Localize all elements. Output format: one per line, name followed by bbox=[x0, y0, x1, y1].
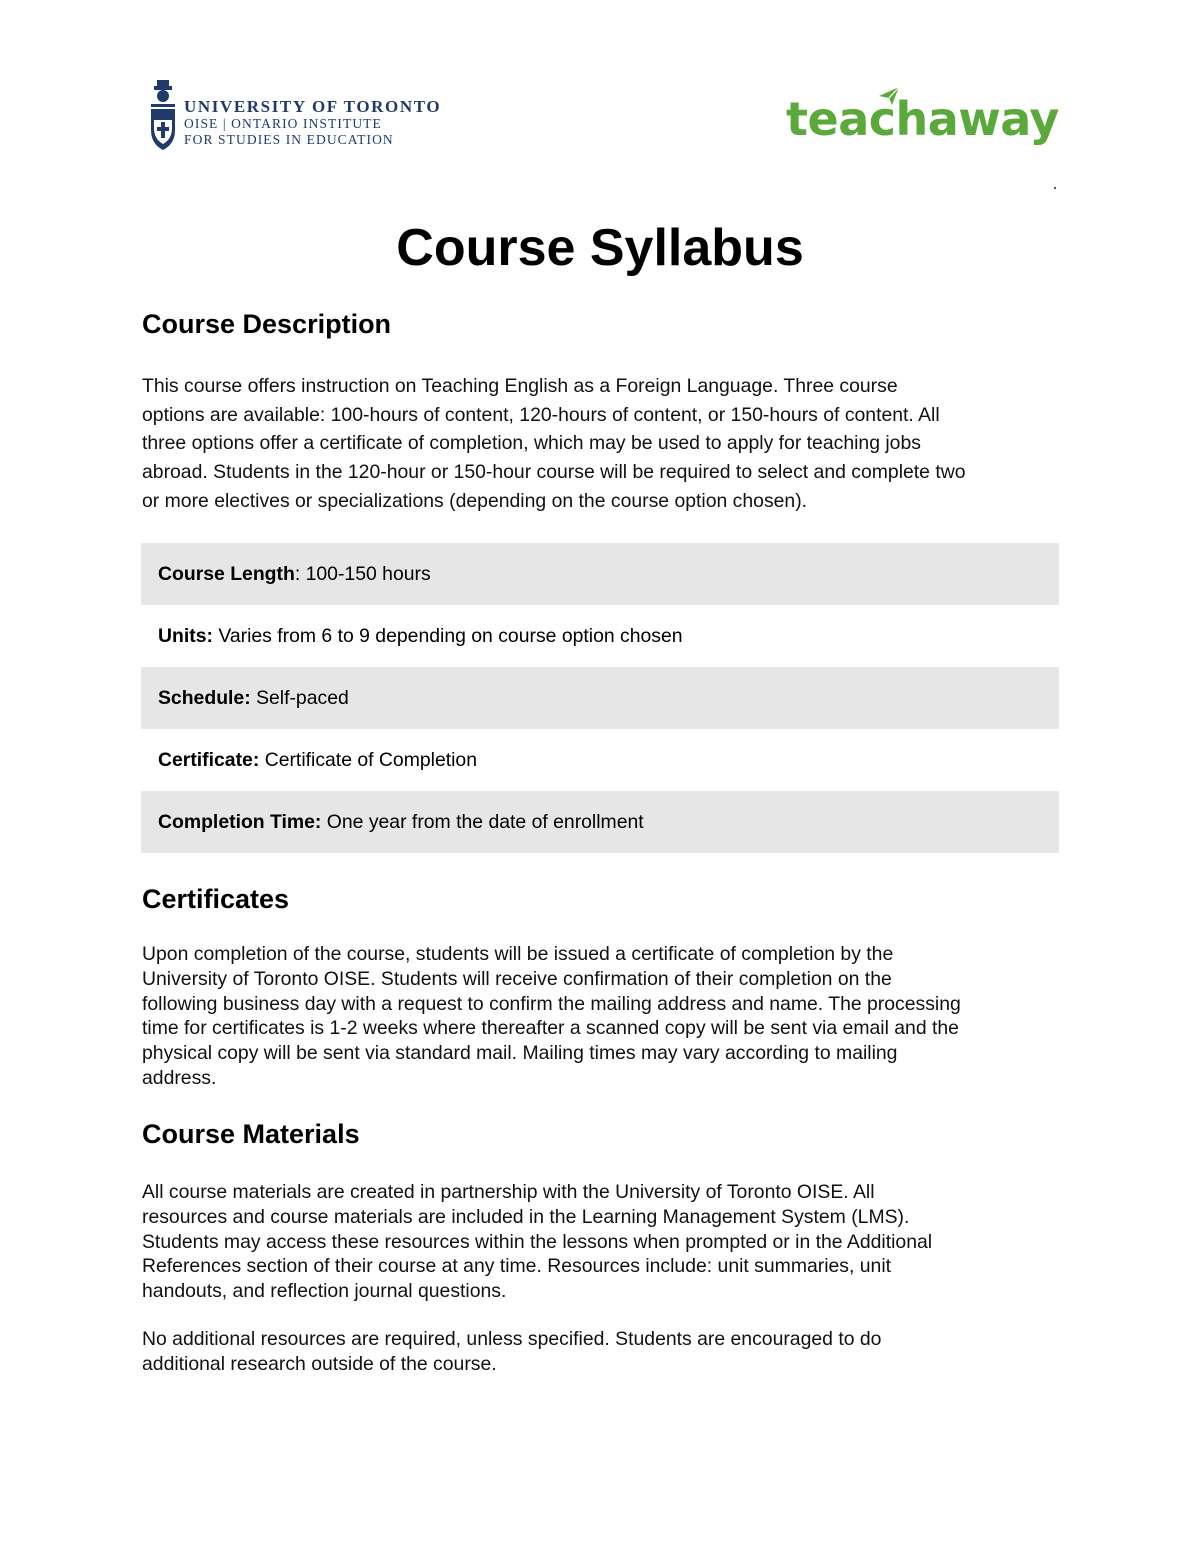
info-label: Certificate: bbox=[158, 748, 260, 771]
course-materials-heading: Course Materials bbox=[142, 1119, 360, 1149]
text-line: three options offer a certificate of completion, which may be used to apply for teaching jobs bbox=[142, 432, 921, 455]
text-line: time for certificates is 1-2 weeks where thereafter a scanned copy will be sent via email and the bbox=[142, 1017, 959, 1040]
text-line: All course materials are created in partnership with the University of Toronto OISE. All bbox=[142, 1181, 875, 1203]
text-line: References section of their course at any time. Resources include: unit summaries, unit bbox=[142, 1255, 892, 1278]
text-line: Upon completion of the course, students will be issued a certificate of completion by the bbox=[142, 943, 894, 965]
info-label: Schedule: bbox=[158, 686, 251, 709]
info-row-schedule bbox=[141, 667, 1059, 729]
text-line: handouts, and reflection journal questions. bbox=[142, 1280, 507, 1303]
info-label: Completion Time: bbox=[158, 810, 322, 833]
text-line: following business day with a request to confirm the mailing address and name. The processing bbox=[142, 992, 961, 1015]
uoft-logo-line1: UNIVERSITY OF TORONTO bbox=[184, 97, 442, 116]
info-value: Certificate of Completion bbox=[264, 748, 477, 771]
page-title: Course Syllabus bbox=[396, 219, 804, 277]
info-row-course-length bbox=[141, 543, 1059, 605]
text-line: physical copy will be sent via standard mail. Mailing times may vary according to mailing bbox=[142, 1042, 898, 1065]
info-row-units bbox=[141, 605, 1059, 667]
course-description-text bbox=[142, 372, 1062, 516]
uoft-logo-line3: FOR STUDIES IN EDUCATION bbox=[184, 132, 394, 147]
course-info-table bbox=[141, 543, 1059, 853]
info-value: One year from the date of enrollment bbox=[326, 810, 644, 833]
info-value: Self-paced bbox=[256, 686, 349, 709]
text-line: No additional resources are required, unless specified. Students are encouraged to do bbox=[142, 1328, 882, 1350]
info-value: Varies from 6 to 9 depending on course option chosen bbox=[218, 624, 683, 647]
text-line: University of Toronto OISE. Students will receive confirmation of their completion on the bbox=[142, 967, 892, 990]
uoft-logo-line2: OISE | ONTARIO INSTITUTE bbox=[184, 116, 382, 131]
teachaway-logo bbox=[786, 88, 1059, 158]
stray-dot bbox=[1054, 187, 1056, 189]
text-line: resources and course materials are included in the Learning Management System (LMS). bbox=[142, 1205, 910, 1228]
uoft-crest-icon bbox=[148, 78, 178, 152]
text-line: abroad. Students in the 120-hour or 150-hour course will be required to select and complete two bbox=[142, 461, 966, 484]
info-label: Course Length bbox=[158, 562, 295, 585]
info-separator: : bbox=[294, 562, 306, 585]
teachaway-wordmark: teachaway bbox=[786, 92, 1059, 146]
additional-resources-text bbox=[142, 1327, 1062, 1377]
certificates-text bbox=[142, 942, 1062, 1091]
text-line: This course offers instruction on Teaching English as a Foreign Language. Three course bbox=[142, 375, 898, 397]
text-line: Students may access these resources within the lessons when prompted or in the Additional bbox=[142, 1230, 933, 1253]
info-label: Units: bbox=[158, 624, 213, 647]
info-row-completion-time bbox=[141, 791, 1059, 853]
text-line: options are available: 100-hours of content, 120-hours of content, or 150-hours of content. All bbox=[142, 403, 940, 426]
info-value: 100-150 hours bbox=[305, 562, 431, 585]
uoft-oise-logo bbox=[148, 78, 468, 158]
certificates-heading: Certificates bbox=[142, 884, 290, 914]
info-row-certificate bbox=[141, 729, 1059, 791]
course-description-heading: Course Description bbox=[142, 309, 392, 339]
text-line: or more electives or specializations (depending on the course option chosen). bbox=[142, 489, 808, 512]
text-line: address. bbox=[142, 1066, 217, 1089]
text-line: additional research outside of the course. bbox=[142, 1352, 497, 1375]
course-materials-text bbox=[142, 1180, 1062, 1304]
